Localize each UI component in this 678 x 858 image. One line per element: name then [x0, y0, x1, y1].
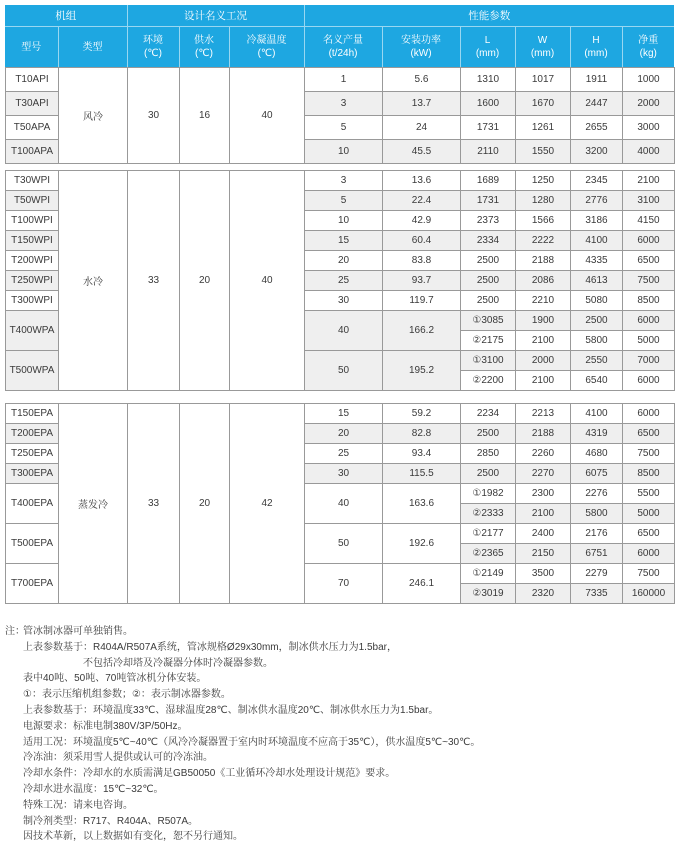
model-cell: T500EPA: [6, 524, 59, 564]
header-group-cell: 性能参数: [304, 5, 674, 27]
height-cell: 2447: [571, 92, 623, 116]
note-line: 冷冻油：须采用雪人提供或认可的冷冻油。: [23, 752, 213, 764]
column-title: 类型: [82, 41, 103, 53]
column-unit: (kg): [639, 48, 657, 59]
length-cell: ②3019: [461, 584, 516, 604]
length-cell: 2500: [461, 464, 516, 484]
width-cell: 2400: [516, 524, 571, 544]
weight-cell: 7500: [623, 271, 675, 291]
ambient-temp-cell: 33: [128, 404, 180, 604]
spec-block-table: [5, 170, 675, 391]
capacity-cell: 50: [305, 351, 383, 391]
length-cell: ①1982: [461, 484, 516, 504]
width-cell: 2150: [516, 544, 571, 564]
column-title: 冷凝温度: [246, 35, 287, 46]
length-cell: 2373: [461, 211, 516, 231]
model-cell: T300EPA: [6, 464, 59, 484]
header-column-cell: [127, 27, 179, 68]
column-title: 净重: [638, 35, 659, 46]
capacity-cell: 20: [305, 251, 383, 271]
header-group-row: [5, 5, 674, 27]
power-cell: 60.4: [383, 231, 461, 251]
supply-water-cell: 20: [180, 171, 230, 391]
header-column-cell: [622, 27, 674, 68]
table-row: [6, 404, 675, 424]
note-line: 电源要求：标准电制380V/3P/50Hz。: [23, 720, 188, 732]
header-column-cell: [5, 27, 58, 68]
model-cell: T250WPI: [6, 271, 59, 291]
power-cell: 22.4: [383, 191, 461, 211]
model-cell: T200WPI: [6, 251, 59, 271]
height-cell: 2176: [571, 524, 623, 544]
capacity-cell: 15: [305, 231, 383, 251]
column-unit: (t/24h): [328, 48, 358, 59]
length-cell: ①2177: [461, 524, 516, 544]
length-cell: ②2365: [461, 544, 516, 564]
power-cell: 93.4: [383, 444, 461, 464]
height-cell: 5800: [571, 331, 623, 351]
width-cell: 1261: [516, 116, 571, 140]
width-cell: 2260: [516, 444, 571, 464]
note-label: 注：: [5, 626, 25, 637]
width-cell: 2188: [516, 251, 571, 271]
weight-cell: 3100: [623, 191, 675, 211]
power-cell: 5.6: [383, 68, 461, 92]
note-text: 管冰制冰器可单独销售。: [23, 626, 133, 637]
note-line: 制冷剂类型：R717、R404A、R507A。: [23, 815, 199, 827]
width-cell: 1670: [516, 92, 571, 116]
length-cell: 2334: [461, 231, 516, 251]
width-cell: 1900: [516, 311, 571, 331]
column-title: L: [484, 35, 491, 46]
length-cell: 1731: [461, 116, 516, 140]
note-line: 因技术革新，以上数据如有变化，恕不另行通知。: [23, 831, 243, 843]
capacity-cell: 15: [305, 404, 383, 424]
power-cell: 166.2: [383, 311, 461, 351]
weight-cell: 6500: [623, 524, 675, 544]
model-cell: T30WPI: [6, 171, 59, 191]
length-cell: 2500: [461, 271, 516, 291]
length-cell: 2110: [461, 140, 516, 164]
weight-cell: 7500: [623, 564, 675, 584]
power-cell: 163.6: [383, 484, 461, 524]
capacity-cell: 1: [305, 68, 383, 92]
height-cell: 1911: [571, 68, 623, 92]
weight-cell: 7000: [623, 351, 675, 371]
height-cell: 6075: [571, 464, 623, 484]
note-line: [5, 624, 674, 640]
model-cell: T400WPA: [6, 311, 59, 351]
footnotes: [5, 624, 674, 845]
spec-block-table: [5, 67, 675, 164]
length-cell: 2500: [461, 291, 516, 311]
length-cell: ①3085: [461, 311, 516, 331]
header-column-cell: [382, 27, 460, 68]
condensing-temp-cell: 42: [230, 404, 305, 604]
header-column-cell: [570, 27, 622, 68]
ambient-temp-cell: 30: [128, 68, 180, 164]
length-cell: 2234: [461, 404, 516, 424]
height-cell: 7335: [571, 584, 623, 604]
weight-cell: 6500: [623, 251, 675, 271]
power-cell: 13.7: [383, 92, 461, 116]
column-unit: (mm): [530, 48, 555, 59]
width-cell: 2300: [516, 484, 571, 504]
power-cell: 45.5: [383, 140, 461, 164]
capacity-cell: 20: [305, 424, 383, 444]
ambient-temp-cell: 33: [128, 171, 180, 391]
width-cell: 2270: [516, 464, 571, 484]
note-line: 上表参数基于：环境温度33℃、湿球温度28℃、制冰供水温度20℃、制冰供水压力为1.5bar。: [23, 704, 439, 716]
column-unit: (mm): [584, 48, 608, 59]
width-cell: 2000: [516, 351, 571, 371]
note-line: 表中40吨、50吨、70吨管冰机分体安装。: [23, 673, 207, 685]
width-cell: 2086: [516, 271, 571, 291]
header-column-cell: [179, 27, 229, 68]
power-cell: 82.8: [383, 424, 461, 444]
length-cell: ②2333: [461, 504, 516, 524]
capacity-cell: 3: [305, 92, 383, 116]
weight-cell: 6000: [623, 371, 675, 391]
weight-cell: 2100: [623, 171, 675, 191]
header-column-cell: [58, 27, 127, 68]
height-cell: 4100: [571, 231, 623, 251]
length-cell: ①3100: [461, 351, 516, 371]
length-cell: 1310: [461, 68, 516, 92]
header-column-cell: [229, 27, 304, 68]
height-cell: 2776: [571, 191, 623, 211]
height-cell: 3200: [571, 140, 623, 164]
spec-header-table: [5, 5, 674, 67]
height-cell: 4680: [571, 444, 623, 464]
weight-cell: 3000: [623, 116, 675, 140]
type-cell: 蒸发冷: [59, 404, 128, 604]
weight-cell: 1000: [623, 68, 675, 92]
weight-cell: 8500: [623, 464, 675, 484]
length-cell: ②2175: [461, 331, 516, 351]
weight-cell: 4150: [623, 211, 675, 231]
weight-cell: 7500: [623, 444, 675, 464]
width-cell: 1250: [516, 171, 571, 191]
model-cell: T250EPA: [6, 444, 59, 464]
table-row: [6, 171, 675, 191]
column-title: 环境: [143, 35, 163, 46]
weight-cell: 8500: [623, 291, 675, 311]
spec-block-table: [5, 403, 675, 604]
weight-cell: 5000: [623, 504, 675, 524]
note-line: 上表参数基于：R404A/R507A系统，管冰规格Ø29x30mm，制冰供水压力为1.5bar，: [23, 641, 397, 653]
height-cell: 5080: [571, 291, 623, 311]
width-cell: 2188: [516, 424, 571, 444]
width-cell: 2100: [516, 504, 571, 524]
length-cell: 2850: [461, 444, 516, 464]
model-cell: T200EPA: [6, 424, 59, 444]
header-column-cell: [515, 27, 570, 68]
length-cell: 2500: [461, 424, 516, 444]
height-cell: 4613: [571, 271, 623, 291]
width-cell: 1280: [516, 191, 571, 211]
height-cell: 6751: [571, 544, 623, 564]
width-cell: 1017: [516, 68, 571, 92]
model-cell: T50APA: [6, 116, 59, 140]
model-cell: T500WPA: [6, 351, 59, 391]
capacity-cell: 70: [305, 564, 383, 604]
width-cell: 2222: [516, 231, 571, 251]
capacity-cell: 10: [305, 140, 383, 164]
capacity-cell: 5: [305, 191, 383, 211]
model-cell: T30API: [6, 92, 59, 116]
power-cell: 24: [383, 116, 461, 140]
column-title: W: [537, 35, 548, 46]
column-title: 安装功率: [401, 35, 442, 46]
length-cell: 2500: [461, 251, 516, 271]
height-cell: 2550: [571, 351, 623, 371]
spec-table-area: [5, 5, 674, 604]
power-cell: 13.6: [383, 171, 461, 191]
height-cell: 2500: [571, 311, 623, 331]
height-cell: 5800: [571, 504, 623, 524]
width-cell: 2100: [516, 331, 571, 351]
capacity-cell: 30: [305, 291, 383, 311]
condensing-temp-cell: 40: [230, 68, 305, 164]
note-line: 冷却水条件：冷却水的水质需满足GB50050《工业循环冷却水处理设计规范》要求。: [23, 768, 396, 780]
note-line: ①：表示压缩机组参数；②：表示制冰器参数。: [23, 689, 231, 701]
height-cell: 6540: [571, 371, 623, 391]
width-cell: 1550: [516, 140, 571, 164]
model-cell: T100APA: [6, 140, 59, 164]
capacity-cell: 25: [305, 444, 383, 464]
table-row: [6, 68, 675, 92]
note-line: 冷却水进水温度：15℃~32℃。: [23, 783, 164, 795]
height-cell: 4335: [571, 251, 623, 271]
model-cell: T150EPA: [6, 404, 59, 424]
column-unit: (℃): [195, 48, 213, 59]
header-column-cell: [304, 27, 382, 68]
capacity-cell: 3: [305, 171, 383, 191]
length-cell: ①2149: [461, 564, 516, 584]
model-cell: T400EPA: [6, 484, 59, 524]
power-cell: 115.5: [383, 464, 461, 484]
width-cell: 2100: [516, 371, 571, 391]
model-cell: T10API: [6, 68, 59, 92]
width-cell: 2213: [516, 404, 571, 424]
capacity-cell: 50: [305, 524, 383, 564]
header-columns-row: [5, 27, 674, 68]
column-title: 供水: [194, 35, 214, 46]
model-cell: T700EPA: [6, 564, 59, 604]
weight-cell: 6500: [623, 424, 675, 444]
supply-water-cell: 20: [180, 404, 230, 604]
length-cell: 1731: [461, 191, 516, 211]
capacity-cell: 40: [305, 311, 383, 351]
header-group-cell: 机组: [5, 5, 127, 27]
weight-cell: 4000: [623, 140, 675, 164]
column-title: 名义产量: [323, 35, 364, 46]
weight-cell: 6000: [623, 544, 675, 564]
model-cell: T150WPI: [6, 231, 59, 251]
weight-cell: 160000: [623, 584, 675, 604]
capacity-cell: 10: [305, 211, 383, 231]
capacity-cell: 25: [305, 271, 383, 291]
height-cell: 2276: [571, 484, 623, 504]
header-group-cell: 设计名义工况: [127, 5, 304, 27]
width-cell: 1566: [516, 211, 571, 231]
capacity-cell: 5: [305, 116, 383, 140]
model-cell: T300WPI: [6, 291, 59, 311]
height-cell: 2655: [571, 116, 623, 140]
power-cell: 83.8: [383, 251, 461, 271]
column-title: 型号: [21, 41, 42, 53]
column-unit: (℃): [144, 48, 162, 59]
column-unit: (kW): [410, 48, 432, 59]
length-cell: 1600: [461, 92, 516, 116]
width-cell: 2210: [516, 291, 571, 311]
weight-cell: 6000: [623, 404, 675, 424]
column-unit: (℃): [257, 48, 276, 59]
column-title: H: [592, 35, 600, 46]
capacity-cell: 40: [305, 484, 383, 524]
power-cell: 93.7: [383, 271, 461, 291]
weight-cell: 5500: [623, 484, 675, 504]
width-cell: 3500: [516, 564, 571, 584]
weight-cell: 6000: [623, 231, 675, 251]
power-cell: 246.1: [383, 564, 461, 604]
supply-water-cell: 16: [180, 68, 230, 164]
type-cell: 风冷: [59, 68, 128, 164]
weight-cell: 5000: [623, 331, 675, 351]
height-cell: 4319: [571, 424, 623, 444]
capacity-cell: 30: [305, 464, 383, 484]
weight-cell: 2000: [623, 92, 675, 116]
weight-cell: 6000: [623, 311, 675, 331]
power-cell: 119.7: [383, 291, 461, 311]
height-cell: 4100: [571, 404, 623, 424]
note-line: 特殊工况：请来电咨询。: [23, 799, 133, 811]
length-cell: 1689: [461, 171, 516, 191]
model-cell: T100WPI: [6, 211, 59, 231]
note-line: 不包括冷却塔及冷凝器分体时冷凝器参数。: [83, 657, 273, 669]
height-cell: 3186: [571, 211, 623, 231]
length-cell: ②2200: [461, 371, 516, 391]
power-cell: 195.2: [383, 351, 461, 391]
header-column-cell: [460, 27, 515, 68]
column-unit: (mm): [475, 48, 500, 59]
type-cell: 水冷: [59, 171, 128, 391]
height-cell: 2345: [571, 171, 623, 191]
model-cell: T50WPI: [6, 191, 59, 211]
power-cell: 59.2: [383, 404, 461, 424]
note-line: 适用工况：环境温度5℃~40℃（风冷冷凝器置于室内时环境温度不应高于35℃），供水温度5℃~30℃。: [23, 736, 481, 748]
height-cell: 2279: [571, 564, 623, 584]
condensing-temp-cell: 40: [230, 171, 305, 391]
width-cell: 2320: [516, 584, 571, 604]
power-cell: 192.6: [383, 524, 461, 564]
power-cell: 42.9: [383, 211, 461, 231]
